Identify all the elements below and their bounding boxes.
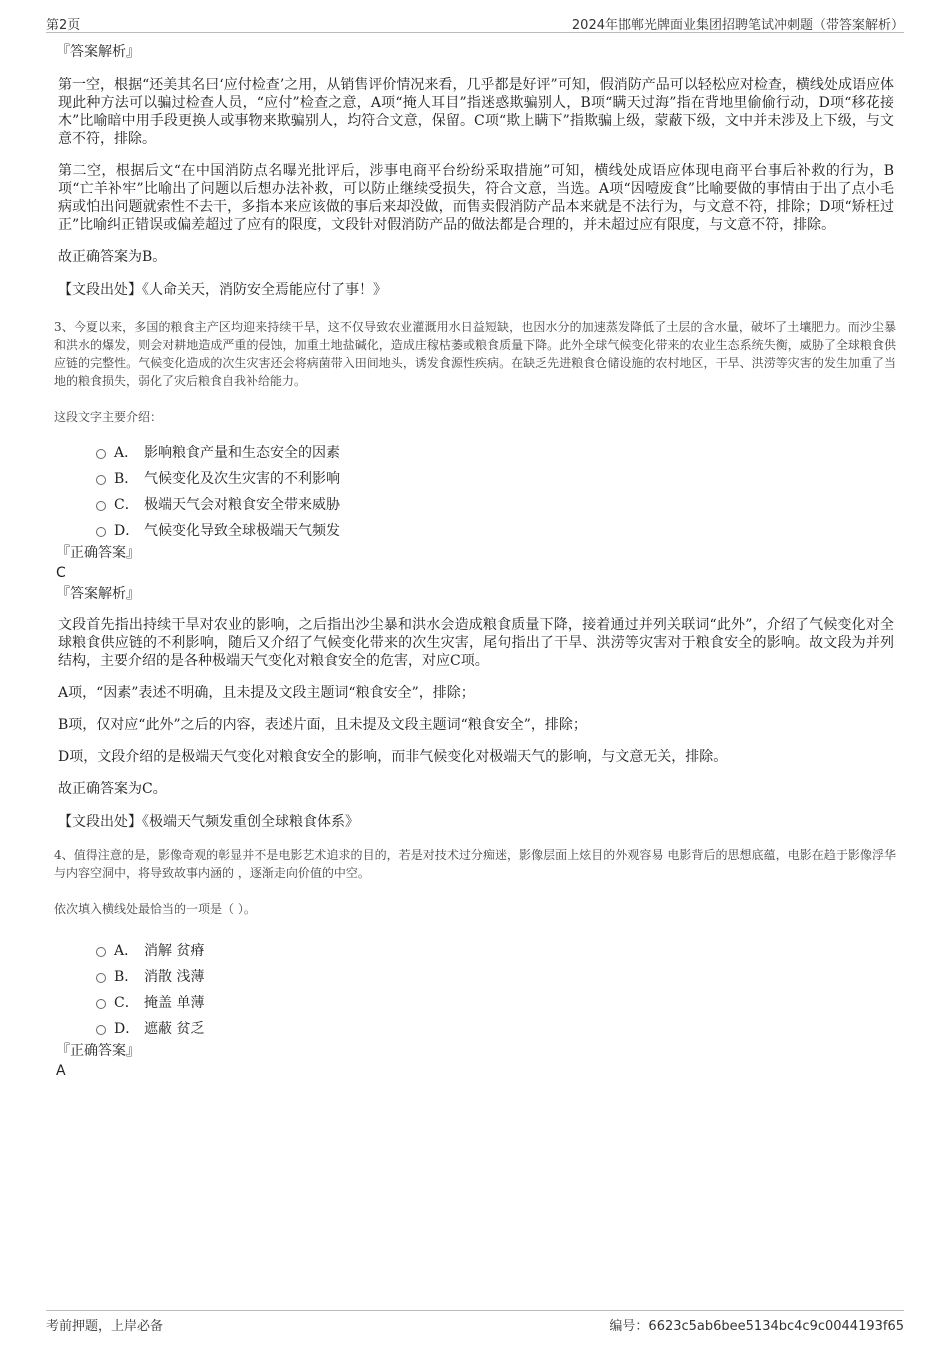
page-footer — [46, 1310, 904, 1333]
correct-answer-label: 『正确答案』 — [56, 545, 140, 561]
analysis-paragraph: 第二空，根据后文“在中国消防点名曝光批评后，涉事电商平台纷纷采取措施”可知，横线处成语应体现电商平台事后补救的行为，B项“亡羊补牢”比喻出了问题以后想办法补救，可以防止继续受损失，符合文意，当选。A项“因噎废食”比喻要做的事情由于出了点小毛病或怕出问题就索性不去干，多指本来应该做的事后来却没做，而售卖假消防产品本来就是不法行为，与文意不符，排除；D项“矫枉过正”比喻纠正错误或偏差超过了应有的限度，文段针对假消防产品的做法都是合理的，并未超过应有限度，与文意不符，排除。 — [58, 163, 894, 233]
option-letter: D． — [114, 523, 140, 539]
option-list — [96, 942, 894, 1038]
question-3 — [54, 318, 896, 832]
option-c[interactable] — [96, 994, 894, 1012]
option-letter: C． — [114, 497, 139, 513]
option-a[interactable] — [96, 942, 894, 960]
option-a[interactable] — [96, 444, 894, 462]
analysis-conclusion: 故正确答案为B。 — [58, 249, 167, 265]
option-letter: A． — [114, 445, 139, 461]
document-title: 2024年邯郸光牌面业集团招聘笔试冲刺题（带答案解析） — [571, 18, 904, 33]
option-d[interactable] — [96, 522, 894, 540]
option-text: 影响粮食产量和生态安全的因素 — [144, 445, 340, 461]
option-text: 掩盖 单薄 — [144, 995, 205, 1011]
analysis-label: 『答案解析』 — [56, 586, 140, 602]
radio-icon[interactable] — [96, 501, 106, 511]
option-b[interactable] — [96, 470, 894, 488]
option-text: 消散 浅薄 — [144, 969, 205, 985]
question-4 — [54, 846, 896, 1080]
option-d[interactable] — [96, 1020, 894, 1038]
radio-icon[interactable] — [96, 475, 106, 485]
analysis-paragraph: 文段首先指出持续干旱对农业的影响，之后指出沙尘暴和洪水会造成粮食质量下降，接着通过并列关联词“此外”，介绍了气候变化对全球粮食供应链的不利影响，随后又介绍了气候变化带来的次生灾害，尾句指出了干旱、洪涝等灾害对于粮食安全的影响。故文段为并列结构，主要介绍的是各种极端天气变化对粮食安全的危害，对应C项。 — [58, 617, 894, 669]
option-text: 气候变化导致全球极端天气频发 — [144, 523, 340, 539]
question-stem: 3、今夏以来，多国的粮食主产区均迎来持续干旱，这不仅导致农业灌溉用水日益短缺，也因水分的加速蒸发降低了土层的含水量，破坏了土壤肥力。而沙尘暴和洪水的爆发，则会对耕地造成严重的侵蚀，加重土地盐碱化，造成庄稼枯萎或粮食质量下降。此外全球气候变化带来的农业生态系统失衡，威胁了全球粮食供应链的完整性。气候变化造成的次生灾害还会将病菌带入田间地头，诱发食源性疾病。在缺乏先进粮食仓储设施的农村地区，干旱、洪涝等灾害的发生加重了当地的粮食损失，弱化了灾后粮食自我补给能力。 — [54, 320, 896, 388]
analysis-paragraph: 第一空，根据“还美其名曰‘应付检查’之用，从销售评价情况来看，几乎都是好评”可知，假消防产品可以轻松应对检查，横线处成语应体现此种方法可以骗过检查人员，“应付”检查之意，A项“掩人耳目”指迷惑欺骗别人，B项“瞒天过海”指在背地里偷偷行动，D项“移花接木”比喻暗中用手段更换人或事物来欺骗别人，均符合文意，保留。C项“欺上瞒下”指欺骗上级，蒙蔽下级，文中并未涉及上下级，与文意不符，排除。 — [58, 77, 894, 147]
radio-icon[interactable] — [96, 999, 106, 1009]
analysis-label: 『答案解析』 — [56, 44, 140, 60]
document-serial: 编号：6623c5ab6bee5134bc4c9c0044193f65 — [609, 1319, 904, 1334]
option-text: 消解 贫瘠 — [144, 943, 205, 959]
radio-icon[interactable] — [96, 1025, 106, 1035]
option-letter: B． — [114, 471, 139, 487]
option-text: 极端天气会对粮食安全带来威胁 — [144, 497, 340, 513]
page-header — [46, 12, 904, 33]
analysis-paragraph: A项，“因素”表述不明确，且未提及文段主题词“粮食安全”，排除； — [58, 685, 475, 701]
radio-icon[interactable] — [96, 449, 106, 459]
radio-icon[interactable] — [96, 973, 106, 983]
footer-slogan: 考前押题，上岸必备 — [46, 1319, 164, 1334]
option-text: 气候变化及次生灾害的不利影响 — [144, 471, 340, 487]
passage-source: 【文段出处】《极端天气频发重创全球粮食体系》 — [58, 814, 359, 830]
option-text: 遮蔽 贫乏 — [144, 1021, 205, 1037]
question-prompt: 依次填入横线处最恰当的一项是（ ）。 — [54, 902, 256, 916]
question-prompt: 这段文字主要介绍： — [54, 410, 163, 424]
option-letter: B． — [114, 969, 139, 985]
correct-answer-value: C — [56, 565, 66, 581]
correct-answer-label: 『正确答案』 — [56, 1043, 140, 1059]
page-content — [54, 42, 896, 1080]
option-letter: D． — [114, 1021, 140, 1037]
page-number: 第2页 — [46, 18, 81, 33]
option-b[interactable] — [96, 968, 894, 986]
option-c[interactable] — [96, 496, 894, 514]
option-list — [96, 444, 894, 540]
q2-analysis — [58, 42, 894, 300]
radio-icon[interactable] — [96, 947, 106, 957]
analysis-paragraph: D项，文段介绍的是极端天气变化对粮食安全的影响，而非气候变化对极端天气的影响，与文意无关，排除。 — [58, 749, 728, 765]
radio-icon[interactable] — [96, 527, 106, 537]
analysis-paragraph: B项，仅对应“此外”之后的内容，表述片面，且未提及文段主题词“粮食安全”，排除； — [58, 717, 587, 733]
option-letter: A． — [114, 943, 139, 959]
analysis-conclusion: 故正确答案为C。 — [58, 781, 167, 797]
correct-answer-value: A — [56, 1063, 66, 1079]
question-stem: 4、值得注意的是，影像奇观的彰显并不是电影艺术追求的目的，若是对技术过分痴迷，影像层面上炫目的外观容易 电影背后的思想底蕴，电影在趋于影像浮华与内容空洞中，将导致故事内涵的 ，逐渐走向价值的中空。 — [54, 848, 896, 880]
passage-source: 【文段出处】《人命关天，消防安全焉能应付了事！》 — [58, 282, 387, 298]
option-letter: C． — [114, 995, 139, 1011]
